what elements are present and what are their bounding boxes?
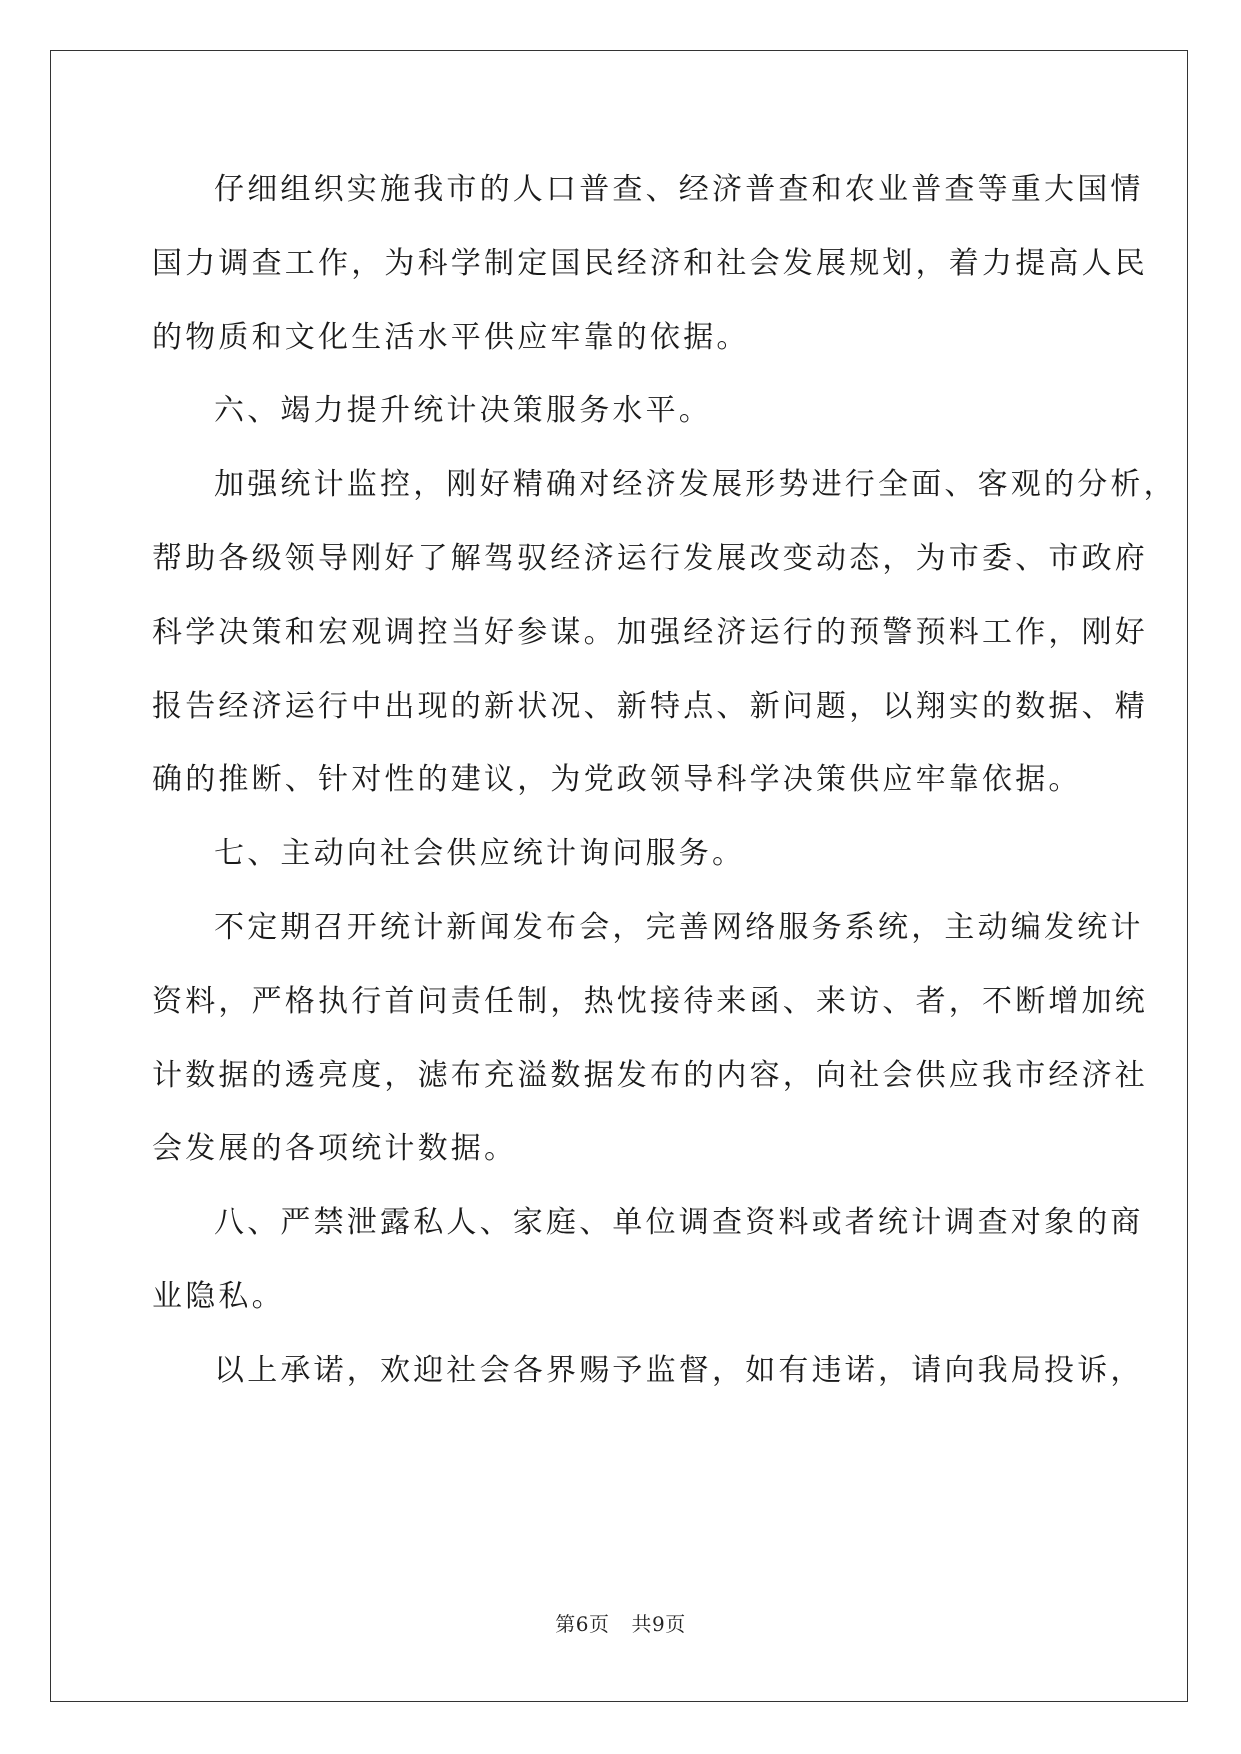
text-line: 报告经济运行中出现的新状况、新特点、新问题，以翔实的数据、精	[152, 688, 1148, 724]
total-pages: 共9页	[631, 1612, 686, 1636]
text-line: 会发展的各项统计数据。	[152, 1131, 518, 1167]
page-footer	[0, 1608, 1241, 1637]
text-line: 确的推断、针对性的建议，为党政领导科学决策供应牢靠依据。	[152, 762, 1082, 798]
text-line: 资料，严格执行首问责任制，热忱接待来函、来访、者，不断增加统	[152, 983, 1148, 1019]
text-line: 仔细组织实施我市的人口普查、经济普查和农业普查等重大国情	[214, 172, 1144, 207]
text-line: 帮助各级领导刚好了解驾驭经济运行发展改变动态，为市委、市政府	[152, 541, 1148, 576]
text-line: 国力调查工作，为科学制定国民经济和社会发展规划，着力提高人民	[152, 245, 1148, 281]
text-line: 业隐私。	[152, 1279, 285, 1314]
page-border	[50, 50, 1188, 1702]
text-line: 六、竭力提升统计决策服务水平。	[214, 393, 712, 429]
text-line: 以上承诺，欢迎社会各界赐予监督，如有违诺，请向我局投诉，	[214, 1352, 1144, 1388]
text-line: 七、主动向社会供应统计询问服务。	[214, 836, 746, 872]
text-line: 八、严禁泄露私人、家庭、单位调查资料或者统计调查对象的商	[214, 1205, 1144, 1241]
text-line: 计数据的透亮度，滤布充溢数据发布的内容，向社会供应我市经济社	[152, 1057, 1148, 1093]
text-line: 不定期召开统计新闻发布会，完善网络服务系统，主动编发统计	[214, 910, 1144, 945]
page-number: 第6页	[555, 1612, 610, 1636]
text-line: 加强统计监控，刚好精确对经济发展形势进行全面、客观的分析，	[214, 467, 1177, 503]
text-line: 的物质和文化生活水平供应牢靠的依据。	[152, 319, 750, 355]
text-line: 科学决策和宏观调控当好参谋。加强经济运行的预警预料工作，刚好	[152, 614, 1148, 650]
